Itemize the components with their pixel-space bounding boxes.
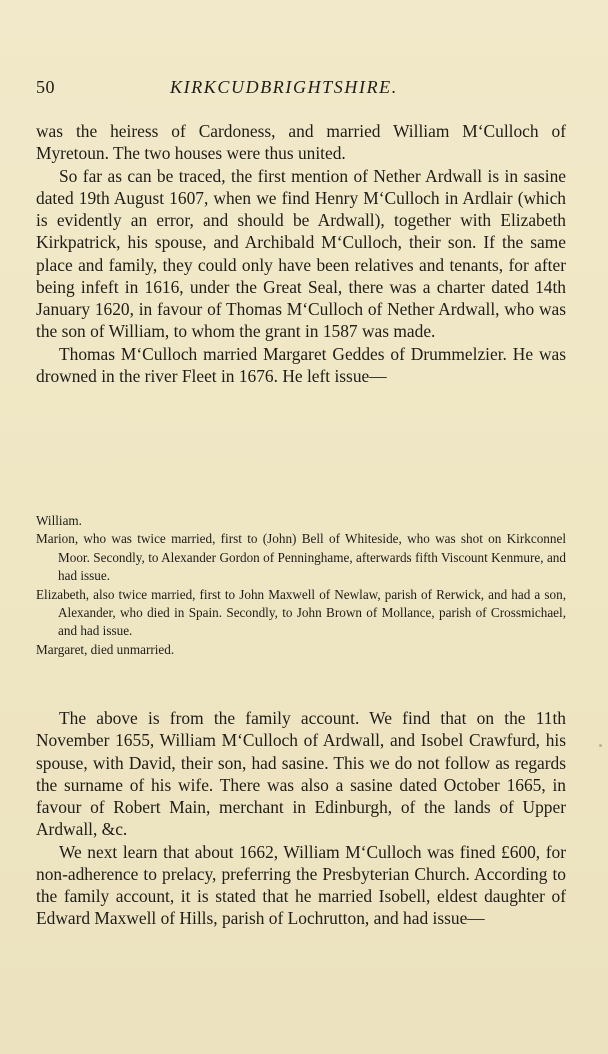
paragraph-family-account: The above is from the family account. We find that on the 11th November 1655, William M‘Culloch of Ardwall, and Isobel Crawfurd, his spouse, with David, their son, had sasine. This we do not follow as regards the surname of his wife. There was also a sasine dated October 1665, in favour of Robert Main, merchant in Edinburgh, of the lands of Upper Ardwall, &c. [36,708,566,840]
paragraph-thomas-mculloch: Thomas M‘Culloch married Margaret Geddes of Drummelzier. He was drowned in the river Fleet in 1676. He left issue— [36,343,566,386]
paragraph-fined-prelacy: We next learn that about 1662, William M‘Culloch was fined £600, for non-adherence to prelacy, preferring the Presbyterian Church. According to the family account, it is stated that he married Isobell, eldest daughter of Edward Maxwell of Hills, parish of Lochrutton, and had issue— [36,841,566,929]
text-block-top [36,120,566,387]
page-number: 50 [36,77,55,97]
issue-item-elizabeth: Elizabeth, also twice married, first to John Maxwell of Newlaw, parish of Rerwick, and had a son, Alexander, who died in Spain. Secondly, to John Brown of Mollance, parish of Crossmichael, and had issue. [36,586,566,639]
issue-item-marion: Marion, who was twice married, first to (John) Bell of Whiteside, who was shot on Kirkconnel Moor. Secondly, to Alexander Gordon of Penninghame, afterwards fifth Viscount Kenmure, and had issue. [36,531,566,584]
issue-item-margaret: Margaret, died unmarried. [36,641,175,657]
running-title: KIRKCUDBRIGHTSHIRE. [170,77,398,97]
paper-speck [599,744,602,747]
text-block-bottom [36,707,566,930]
page-header [36,76,576,98]
issue-item-william: William. [36,513,82,528]
paragraph-continuation: was the heiress of Cardoness, and married William M‘Culloch of Myretoun. The two houses were thus united. [36,121,566,164]
paragraph-nether-ardwall: So far as can be traced, the first mention of Nether Ardwall is in sasine dated 19th August 1607, when we find Henry M‘Culloch in Ardlair (which is evidently an error, and should be Ardwall), together with Elizabeth Kirkpatrick, his spouse, and Archibald M‘Culloch, their son. If the same place and family, they could only have been relatives and tenants, for after being infeft in 1616, under the Great Seal, there was a charter dated 14th January 1620, in favour of Thomas M‘Culloch of Nether Ardwall, who was the son of William, to whom the grant in 1587 was made. [36,165,566,342]
issue-list [36,512,566,659]
